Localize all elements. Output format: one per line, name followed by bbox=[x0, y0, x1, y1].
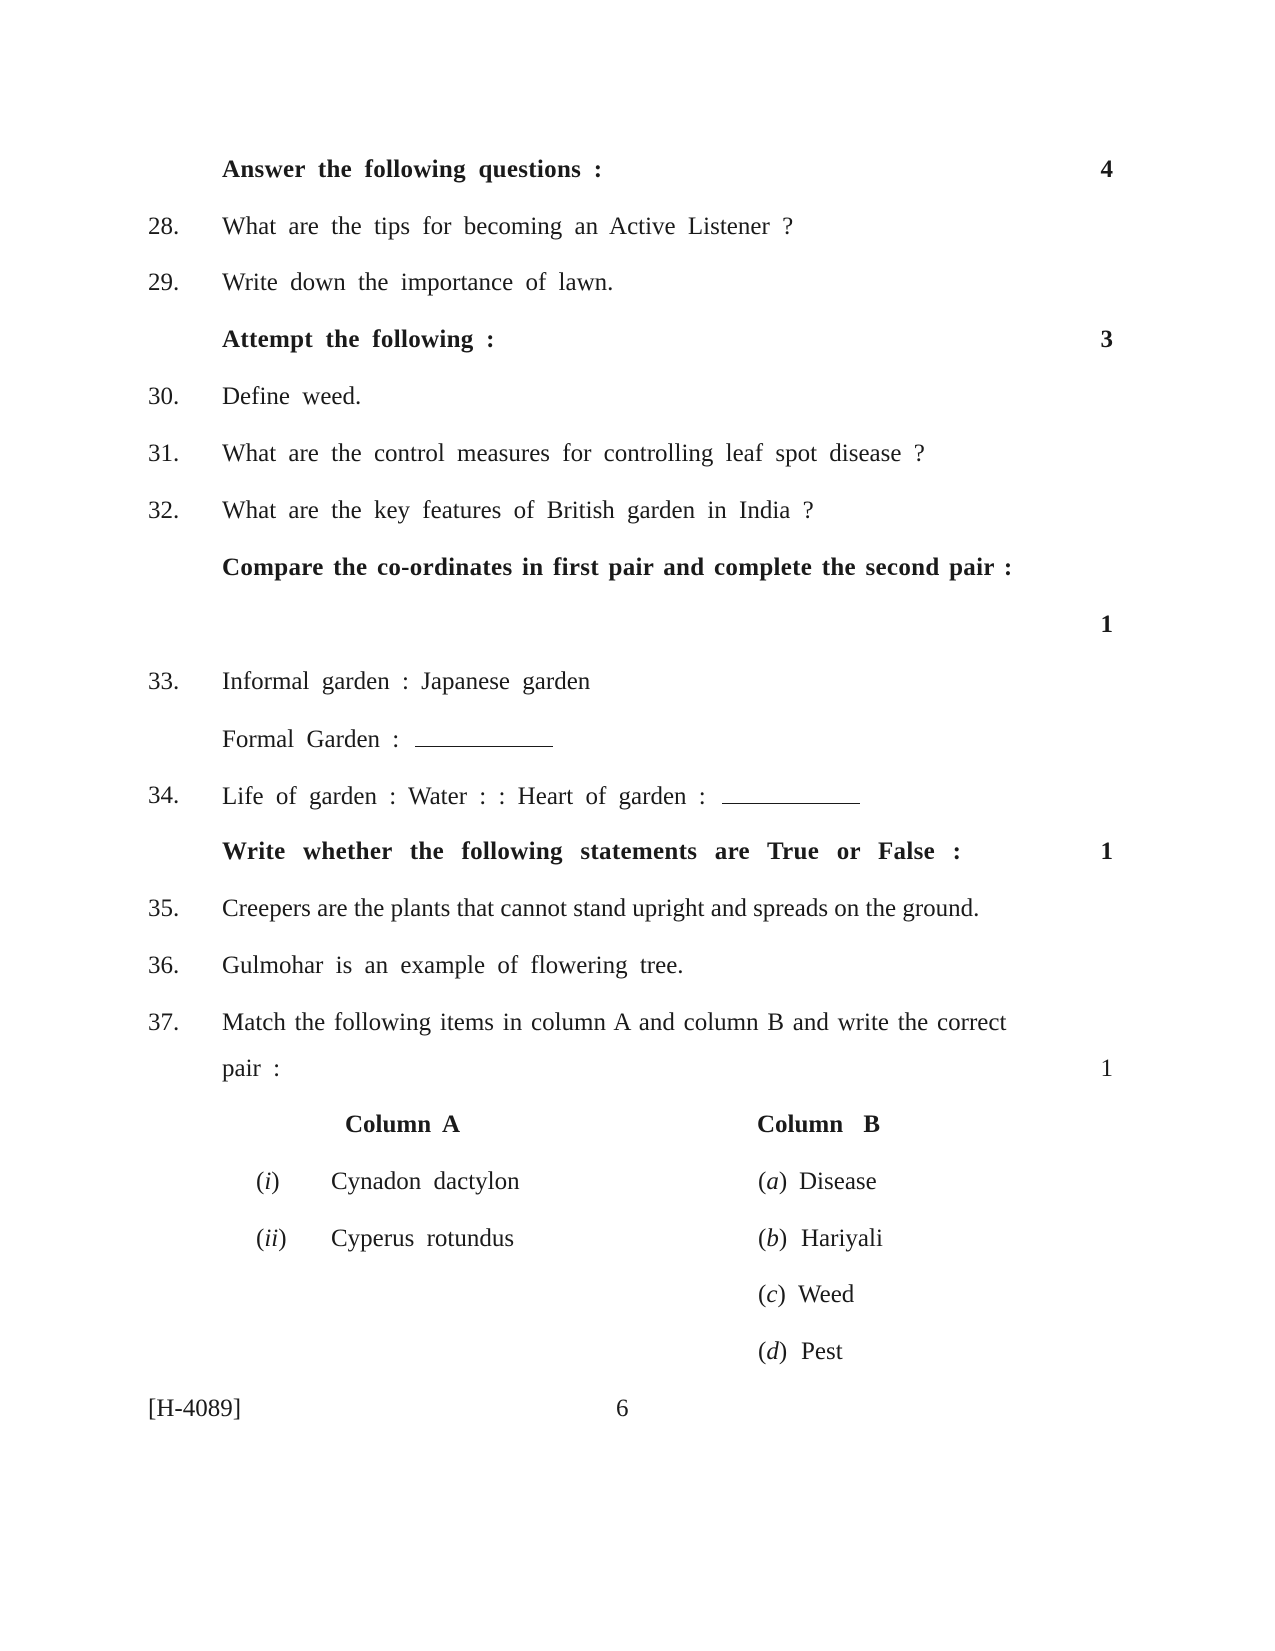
column-b-label-text: a bbox=[766, 1168, 779, 1195]
column-b-item: Weed bbox=[798, 1281, 855, 1308]
column-b-label-text: c bbox=[766, 1281, 778, 1308]
question-text-wrap bbox=[222, 781, 860, 812]
question-text: What are the key features of British garden in India ? bbox=[222, 497, 814, 524]
column-a-label: (ii) bbox=[256, 1225, 287, 1252]
section-heading-text: Compare the co-ordinates in first pair and complete the second pair : bbox=[222, 554, 1013, 581]
column-a-label-text: i bbox=[264, 1168, 272, 1195]
question-number: 37. bbox=[148, 1009, 180, 1036]
column-a-item: Cyperus rotundus bbox=[331, 1225, 515, 1252]
column-b-label: (c) bbox=[758, 1281, 786, 1308]
column-b-label: (d) bbox=[758, 1338, 788, 1365]
question-number: 28. bbox=[148, 213, 180, 240]
question-text: Creepers are the plants that cannot stand upright and spreads on the ground. bbox=[222, 895, 980, 922]
section-marks: 4 bbox=[1100, 156, 1113, 183]
question-text: Define weed. bbox=[222, 383, 362, 410]
column-b-label: (a) bbox=[758, 1168, 788, 1195]
question-text: What are the control measures for controlling leaf spot disease ? bbox=[222, 440, 925, 467]
question-text: Write down the importance of lawn. bbox=[222, 269, 614, 296]
question-number: 34. bbox=[148, 782, 180, 809]
question-number: 36. bbox=[148, 952, 180, 979]
question-text: Match the following items in column A and column B and write the correct bbox=[222, 1009, 1007, 1036]
page-number: 6 bbox=[616, 1395, 629, 1422]
question-text-second bbox=[222, 724, 553, 755]
question-number: 33. bbox=[148, 668, 180, 695]
question-text: Life of garden : Water : : Heart of garden : bbox=[222, 783, 706, 810]
paper-code: [H-4089] bbox=[148, 1395, 242, 1422]
section-heading-text: Answer the following questions : bbox=[222, 156, 603, 183]
question-number: 30. bbox=[148, 383, 180, 410]
section-heading-text: Attempt the following : bbox=[222, 326, 495, 353]
column-b-label-text: d bbox=[766, 1338, 779, 1365]
column-a-label-text: ii bbox=[264, 1225, 279, 1252]
answer-blank[interactable] bbox=[722, 781, 860, 804]
column-b-label-text: b bbox=[766, 1225, 779, 1252]
question-number: 35. bbox=[148, 895, 180, 922]
section-marks: 1 bbox=[1100, 838, 1113, 865]
column-b-item: Disease bbox=[799, 1168, 877, 1195]
question-text: Informal garden : Japanese garden bbox=[222, 668, 591, 695]
column-b-item: Pest bbox=[801, 1338, 843, 1365]
answer-blank[interactable] bbox=[415, 724, 553, 747]
section-marks: 1 bbox=[1100, 611, 1113, 638]
question-number: 32. bbox=[148, 497, 180, 524]
question-number: 31. bbox=[148, 440, 180, 467]
question-number: 29. bbox=[148, 269, 180, 296]
question-text: What are the tips for becoming an Active Listener ? bbox=[222, 213, 794, 240]
question-text: Gulmohar is an example of flowering tree. bbox=[222, 952, 684, 979]
column-b-title: Column B bbox=[757, 1111, 881, 1138]
question-text-second: pair : bbox=[222, 1055, 281, 1082]
column-a-title: Column A bbox=[345, 1111, 461, 1138]
question-marks: 1 bbox=[1100, 1055, 1113, 1082]
section-marks: 3 bbox=[1100, 326, 1113, 353]
column-b-label: (b) bbox=[758, 1225, 788, 1252]
column-b-item: Hariyali bbox=[801, 1225, 883, 1252]
column-a-label: (i) bbox=[256, 1168, 280, 1195]
question-text-part: Formal Garden : bbox=[222, 726, 400, 753]
section-heading-text: Write whether the following statements are True or False : bbox=[222, 838, 962, 865]
column-a-item: Cynadon dactylon bbox=[331, 1168, 520, 1195]
